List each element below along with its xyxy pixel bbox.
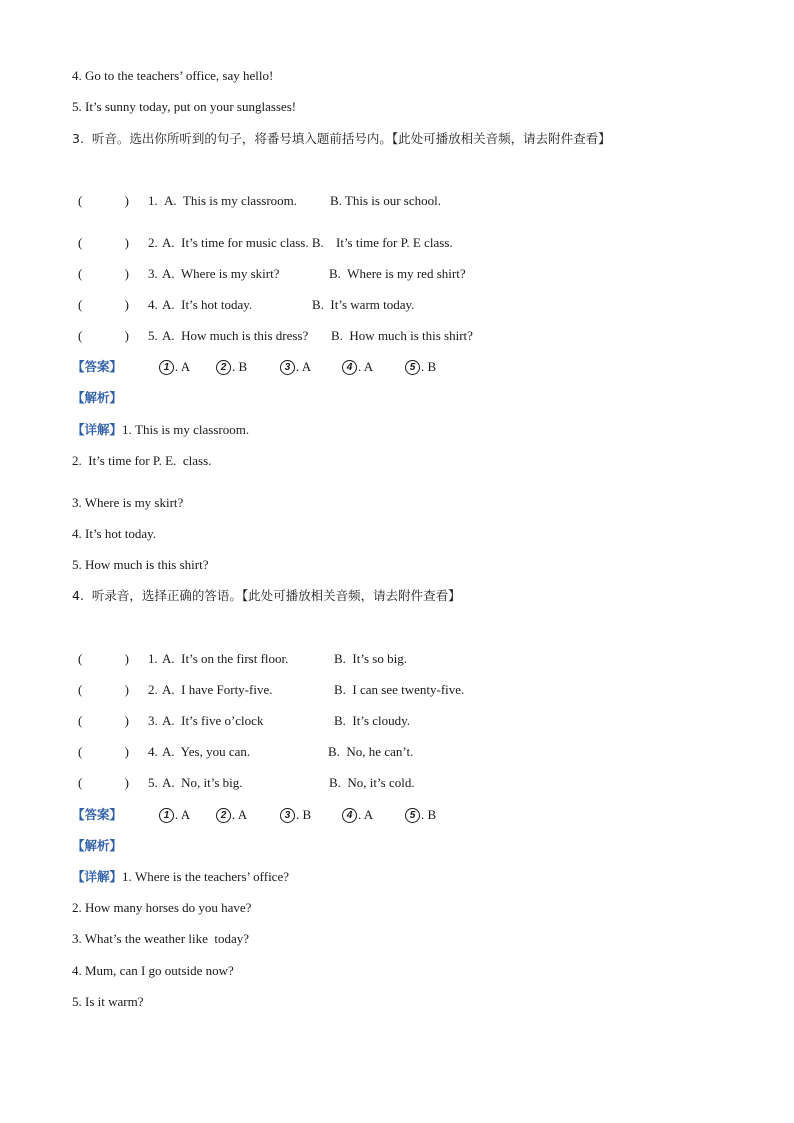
question-number: 5. xyxy=(148,328,158,343)
s3-answer-row xyxy=(72,359,437,375)
question-number: 2. xyxy=(148,682,158,697)
s3-question-5 xyxy=(78,328,638,344)
option-b: It’s time for P. E class. xyxy=(336,235,453,250)
answer-4 xyxy=(342,807,373,824)
s4-question-1 xyxy=(78,651,638,667)
answer-value: . A xyxy=(358,807,374,822)
circled-number: 4 xyxy=(342,808,357,823)
option-b: B. It’s cloudy. xyxy=(334,713,411,728)
s4-answer-row xyxy=(72,807,437,823)
option-a: A. It’s on the first floor. xyxy=(162,651,289,666)
option-b: B. It’s so big. xyxy=(334,651,407,666)
circled-number: 5 xyxy=(405,360,420,375)
option-a: A. It’s time for music class. B. xyxy=(162,235,324,250)
circled-number: 1 xyxy=(159,360,174,375)
question-number: 2. xyxy=(148,235,158,250)
s4-detail-4: 4. Mum, can I go outside now? xyxy=(72,963,234,978)
s3-question-4 xyxy=(78,297,638,313)
detail-text: 1. This is my classroom. xyxy=(122,422,250,437)
intro-line-4: 4. Go to the teachers’ office, say hello! xyxy=(72,68,274,83)
circled-number: 3 xyxy=(280,360,295,375)
s4-detail-2: 2. How many horses do you have? xyxy=(72,900,252,915)
question-number: 4. xyxy=(148,744,158,759)
answer-value: . A xyxy=(175,359,191,374)
answer-paren: ( ) xyxy=(78,775,129,790)
option-b: B. No, he can’t. xyxy=(328,744,414,759)
question-number: 1. xyxy=(148,651,158,666)
circled-number: 3 xyxy=(280,808,295,823)
question-number: 1. xyxy=(148,193,158,208)
answer-3 xyxy=(280,359,311,376)
circled-number: 4 xyxy=(342,360,357,375)
s4-question-5 xyxy=(78,775,638,791)
option-b: B. This is our school. xyxy=(330,193,441,208)
s4-detail-3: 3. What’s the weather like today? xyxy=(72,931,250,946)
s3-detail-2: 2. It’s time for P. E. class. xyxy=(72,453,212,468)
answer-paren: ( ) xyxy=(78,193,129,208)
answer-value: . B xyxy=(421,807,437,822)
answer-value: . A xyxy=(175,807,191,822)
option-a: A. Yes, you can. xyxy=(162,744,251,759)
option-a: A. I have Forty-five. xyxy=(162,682,273,697)
s3-detail-5: 5. How much is this shirt? xyxy=(72,557,209,572)
answer-3 xyxy=(280,807,311,824)
s4-analysis-label: 【解析】 xyxy=(72,838,123,853)
question-number: 4. xyxy=(148,297,158,312)
answer-label: 【答案】 xyxy=(72,359,123,374)
s4-question-4 xyxy=(78,744,638,760)
option-b: B. I can see twenty-five. xyxy=(334,682,465,697)
s3-detail-4: 4. It’s hot today. xyxy=(72,526,157,541)
answer-paren: ( ) xyxy=(78,744,129,759)
option-b: B. How much is this shirt? xyxy=(331,328,473,343)
s3-detail-3: 3. Where is my skirt? xyxy=(72,495,184,510)
answer-paren: ( ) xyxy=(78,682,129,697)
section4-title: 4. 听录音，选择正确的答语。【此处可播放相关音频，请去附件查看】 xyxy=(72,588,461,603)
option-b: B. Where is my red shirt? xyxy=(329,266,466,281)
answer-1 xyxy=(159,807,190,824)
s3-detail-1 xyxy=(72,422,249,438)
s3-question-1 xyxy=(78,193,638,209)
question-number: 3. xyxy=(148,713,158,728)
s4-question-2 xyxy=(78,682,638,698)
answer-2 xyxy=(216,807,247,824)
option-a: A. How much is this dress? xyxy=(162,328,309,343)
section3-title: 3. 听音。选出你所听到的句子，将番号填入题前括号内。【此处可播放相关音频，请去附件查看】 xyxy=(72,131,611,146)
answer-value: . A xyxy=(232,807,248,822)
answer-value: . B xyxy=(296,807,312,822)
circled-number: 5 xyxy=(405,808,420,823)
answer-5 xyxy=(405,807,436,824)
answer-paren: ( ) xyxy=(78,235,129,250)
circled-number: 2 xyxy=(216,360,231,375)
answer-value: . A xyxy=(358,359,374,374)
answer-value: . B xyxy=(232,359,248,374)
intro-line-5: 5. It’s sunny today, put on your sunglasses! xyxy=(72,99,297,114)
question-number: 5. xyxy=(148,775,158,790)
option-a: A. It’s hot today. xyxy=(162,297,253,312)
option-a: A. Where is my skirt? xyxy=(162,266,280,281)
question-number: 3. xyxy=(148,266,158,281)
option-a: A. It’s five o’clock xyxy=(162,713,264,728)
answer-label: 【答案】 xyxy=(72,807,123,822)
s4-detail-1 xyxy=(72,869,289,885)
answer-paren: ( ) xyxy=(78,713,129,728)
s3-analysis-label: 【解析】 xyxy=(72,390,123,405)
s3-question-3 xyxy=(78,266,638,282)
answer-5 xyxy=(405,359,436,376)
circled-number: 2 xyxy=(216,808,231,823)
answer-paren: ( ) xyxy=(78,297,129,312)
answer-4 xyxy=(342,359,373,376)
answer-paren: ( ) xyxy=(78,651,129,666)
answer-2 xyxy=(216,359,247,376)
answer-paren: ( ) xyxy=(78,266,129,281)
s4-question-3 xyxy=(78,713,638,729)
answer-value: . B xyxy=(421,359,437,374)
option-a: A. No, it’s big. xyxy=(162,775,243,790)
circled-number: 1 xyxy=(159,808,174,823)
answer-1 xyxy=(159,359,190,376)
detail-label: 【详解】 xyxy=(72,422,123,437)
option-a: A. This is my classroom. xyxy=(164,193,298,208)
answer-value: . A xyxy=(296,359,312,374)
detail-text: 1. Where is the teachers’ office? xyxy=(122,869,289,884)
s4-detail-5: 5. Is it warm? xyxy=(72,994,144,1009)
option-b: B. It’s warm today. xyxy=(312,297,415,312)
answer-paren: ( ) xyxy=(78,328,129,343)
detail-label: 【详解】 xyxy=(72,869,123,884)
option-b: B. No, it’s cold. xyxy=(329,775,415,790)
s3-question-2 xyxy=(78,235,638,251)
